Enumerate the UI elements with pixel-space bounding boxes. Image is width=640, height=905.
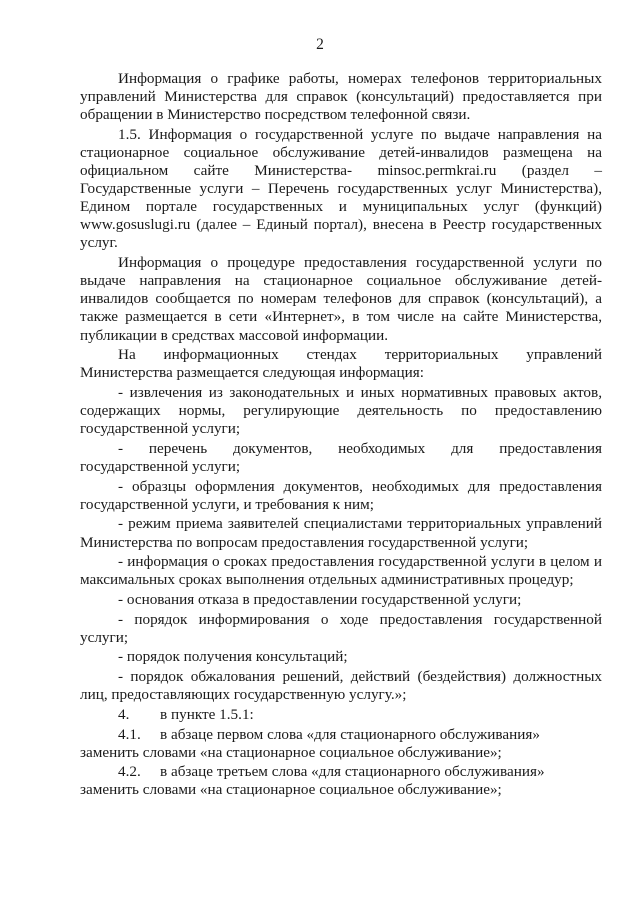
paragraph-info-stands: На информационных стендах территориальных управлений Министерства размещается следующая информация: [80,346,602,382]
amendment-continuation: заменить словами «на стационарное социальное обслуживание»; [80,743,502,761]
list-item-deadlines: - информация о сроках предоставления государственной услуги в целом и максимальных сроках выполнения отдельных административных процедур; [80,553,602,589]
amendment-item-4-2 [80,763,602,781]
list-item-informing-procedure: - порядок информирования о ходе предоставления государственной услуги; [80,610,602,646]
paragraph-1-5: 1.5. Информация о государственной услуге по выдаче направления на стационарное социальное обслуживание детей-инвалидов размещена на официальном сайте Министерства- minsoc.permkrai.ru (раздел – Государственные услуги – Перечень государственных услуг Министерства), Едином портале государственных и муниципальных услуг (функций) www.gosuslugi.ru (далее – Единый портал), внесена в Реестр государственных услуг. [80,125,602,252]
amendment-text: в пункте 1.5.1: [160,705,254,723]
amendment-item-4-1 [80,726,602,744]
amendment-number: 4. [118,705,130,723]
list-item-reception-schedule: - режим приема заявителей специалистами территориальных управлений Министерства по вопросам предоставления государственной услуги; [80,515,602,551]
paragraph-contacts-info: Информация о графике работы, номерах телефонов территориальных управлений Министерства для справок (консультаций) предоставляется при обращении в Министерство посредством телефонной связи. [80,70,602,124]
amendment-text: в абзаце третьем слова «для стационарного обслуживания» [160,763,545,781]
amendment-number: 4.1. [118,725,141,743]
list-item-appeal-procedure: - порядок обжалования решений, действий (бездействия) должностных лиц, предоставляющих государственную услугу.»; [80,668,602,704]
list-item-documents: - перечень документов, необходимых для предоставления государственной услуги; [80,439,602,475]
paragraph-procedure-info: Информация о процедуре предоставления государственной услуги по выдаче направления на стационарное социальное обслуживание детей-инвалидов сообщается по номерам телефонов для справок (консультаций), а также размещается в сети «Интернет», в том числе на сайте Министерства, публикации в средствах массовой информации. [80,254,602,344]
page-number: 2 [316,36,324,53]
list-item-refusal-grounds: - основания отказа в предоставлении государственной услуги; [118,590,522,608]
list-item-samples: - образцы оформления документов, необходимых для предоставления государственной услуги, и требования к ним; [80,477,602,513]
amendment-text: в абзаце первом слова «для стационарного обслуживания» [160,725,540,743]
list-item-consultations: - порядок получения консультаций; [118,648,348,666]
amendment-item-4 [80,706,602,724]
amendment-number: 4.2. [118,763,141,781]
amendment-continuation: заменить словами «на стационарное социальное обслуживание»; [80,781,502,799]
list-item-legal-acts: - извлечения из законодательных и иных нормативных правовых актов, содержащих нормы, регулирующие деятельность по предоставлению государственной услуги; [80,383,602,438]
document-body [80,70,602,800]
